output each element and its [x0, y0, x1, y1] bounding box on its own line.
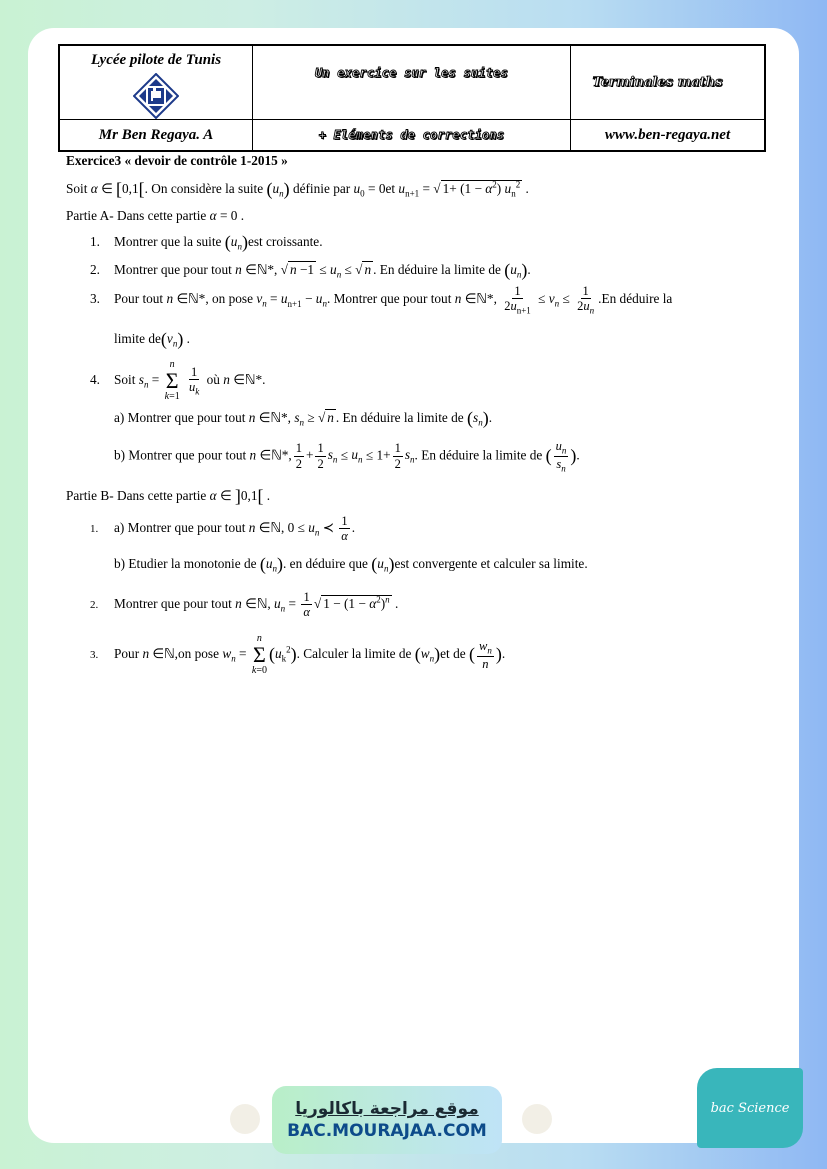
title-cell: [253, 46, 571, 120]
level-cell: [571, 46, 764, 120]
left-site-badge-icon: [230, 1104, 260, 1134]
school-logo: [133, 73, 179, 119]
subtitle-cell: [253, 120, 571, 150]
bac-science-logo: bac Science: [697, 1068, 803, 1148]
footer-site-link[interactable]: BAC.MOURAJAA.COM: [287, 1121, 487, 1141]
question-A2: 2. Montrer que pour tout n ∈ℕ*, √ $n -1 \le u_n$ ≤ √ n . En déduire la limite de $(u_n)$.: [90, 260, 531, 280]
class-level: Terminales maths: [592, 75, 723, 90]
school-cell: [60, 46, 253, 120]
question-A4b: b) Montrer que pour tout n ∈ℕ*, $\frac{1}{2}$ + $\frac{1}{2}$ $s_n \le u_n \le 1+$ $\frac{1}{2}$ $s_n$. En déduire la limite de ( $\frac{u_n}{s_n}$ ).: [114, 439, 580, 474]
partB-title: Partie B- Dans cette partie α ∈ ]0,1[ .: [66, 486, 271, 506]
question-A4: 4. Soit $s_n$ = n Σ k=1 $\frac{1}{u_k}$ où n ∈ℕ*.: [90, 359, 266, 402]
question-A3: 3. Pour tout n ∈ℕ*, on pose $v_n = u_{n+1} - u_n$. Montrer que pour tout n ∈ℕ*, $\frac{1}{2u_{n+1}}$ ≤ $v_n$ ≤ $\frac{1}{2u_n}$ .En déduire la: [90, 284, 673, 316]
school-name: Lycée pilote de Tunis: [90, 52, 222, 68]
doc-subtitle: + Eléments de corrections: [318, 128, 505, 142]
header-table: [58, 44, 766, 152]
question-A4a: a) Montrer que pour tout n ∈ℕ*, $s_n$ ≥ √ n . En déduire la limite de $(s_n)$.: [114, 408, 493, 428]
question-B1b: b) Etudier la monotonie de $(u_n)$. en déduire que $(u_n)est$ convergente et calculer sa limite.: [114, 554, 588, 574]
doc-title: Un exercice sur les suites: [314, 65, 509, 80]
partA-title: Partie A- Dans cette partie α = 0 .: [66, 208, 245, 223]
footer-arabic-text: موقع مراجعة باكالوريا: [295, 1099, 479, 1119]
website-cell: [571, 120, 764, 150]
footer-banner[interactable]: [272, 1086, 502, 1154]
question-B2: 2. Montrer que pour tout n ∈ℕ, $u_n$ = $\frac{1}{\alpha}$ √ $1 - (1 - \alpha^2)^n$ .: [90, 590, 399, 620]
teacher-cell: [60, 120, 253, 150]
question-A3-end: limite $de(v_n)$ .: [114, 329, 190, 349]
question-A1: 1. Montrer que la suite $(u_n)est$ croissante.: [90, 232, 323, 252]
teacher-name: Mr Ben Regaya. A: [98, 126, 214, 143]
question-B3: 3. Pour n ∈ℕ,on pose $w_n$ = n Σ k=0 $(u_k^2)$. Calculer la limite de $(w_n)et$ de ( $\frac{w_n}{n}$ ).: [90, 633, 506, 676]
website-link[interactable]: www.ben-regaya.net: [604, 126, 731, 143]
exercise-title: Exercice3 « devoir de contrôle 1-2015 »: [66, 153, 288, 168]
right-site-badge-icon: [522, 1104, 552, 1134]
question-B1a: 1. a) Montrer que pour tout n ∈ℕ, $0 \le u_n$ ≺ $\frac{1}{\alpha}$ .: [90, 514, 356, 544]
intro-line: Soit α ∈ [0,1[. On considère la suite $(u_n)$ définie par $u_0 = 0et$ $u_{n+1}$ = √ $1+ (1 - \alpha^2)$ $u_n^2$ .: [66, 179, 529, 199]
